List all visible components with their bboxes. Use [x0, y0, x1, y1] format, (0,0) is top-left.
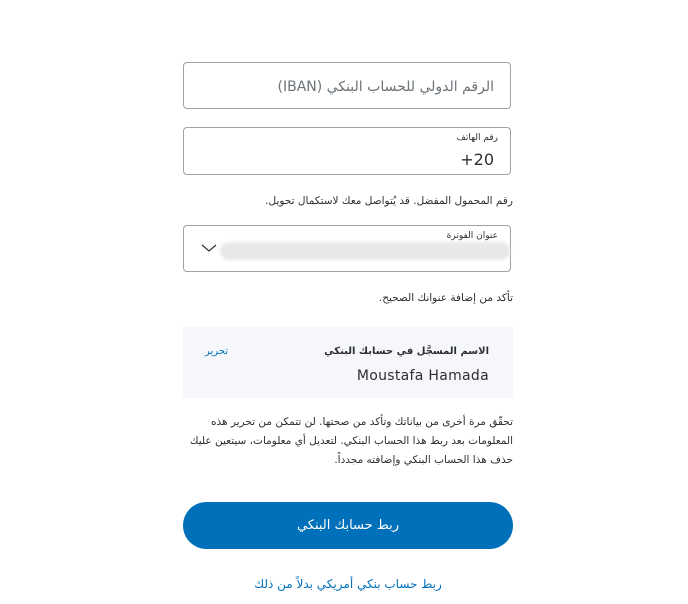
- chevron-down-icon: [200, 239, 218, 257]
- link-bank-button[interactable]: ربط حسابك البنكي: [183, 502, 513, 549]
- billing-help-text: تأكد من إضافة عنوانك الصحيح.: [378, 292, 513, 304]
- phone-value: +20: [460, 150, 494, 169]
- redacted-address: [220, 242, 510, 260]
- link-us-bank-link[interactable]: ربط حساب بنكي أمريكي بدلاً من ذلك: [254, 577, 442, 591]
- phone-label: رقم الهاتف: [456, 133, 498, 143]
- account-name-title: الاسم المسجَّل في حسابك البنكي: [324, 346, 489, 357]
- edit-link[interactable]: تحرير: [205, 346, 229, 357]
- phone-field[interactable]: [183, 127, 511, 175]
- notice-text: تحقّق مرة أخرى من بياناتك وتأكد من صحتها. لن تتمكن من تحرير هذه المعلومات بعد ربط هذا الحساب البنكي. لتعديل أي معلومات، سيتعين عليك حذف هذا الحساب البنكي وإضافته مجدداً.: [189, 416, 513, 466]
- billing-address-select[interactable]: [183, 225, 511, 272]
- billing-label: عنوان الفوترة: [446, 231, 498, 241]
- phone-help-text: رقم المحمول المفضل. قد يُتواصل معك لاستكمال تحويل.: [265, 195, 513, 207]
- iban-placeholder: الرقم الدولي للحساب البنكي (IBAN): [277, 79, 494, 95]
- account-name-value: Moustafa Hamada: [356, 368, 489, 384]
- iban-input[interactable]: [183, 62, 511, 109]
- account-name-card: [183, 327, 513, 398]
